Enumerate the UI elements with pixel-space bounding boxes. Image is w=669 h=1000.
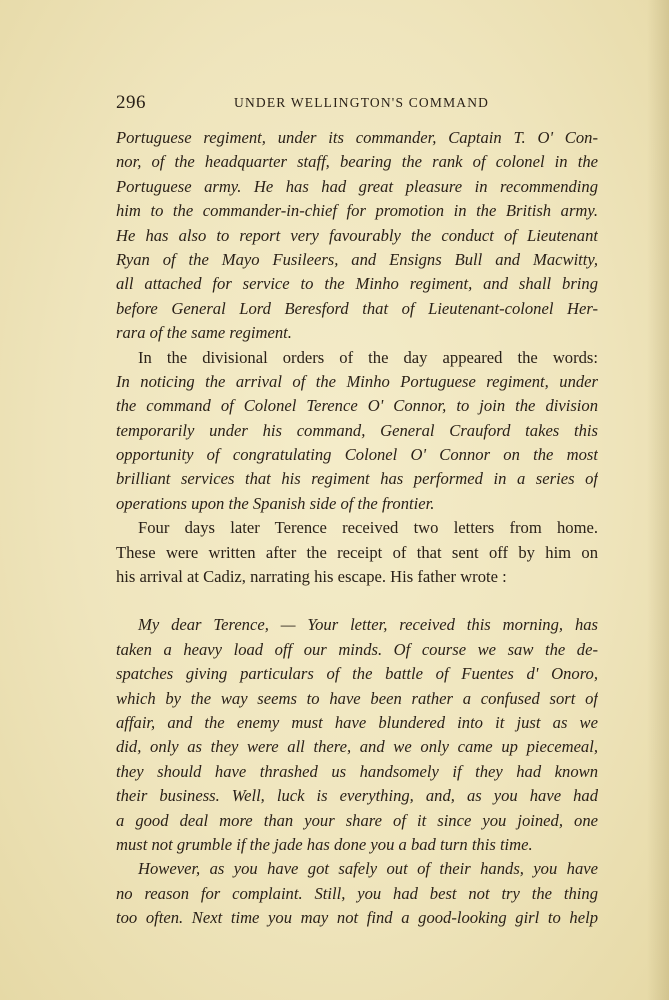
text-line: brilliant services that his regiment has performed in a series of <box>116 469 598 489</box>
text-line: spatches giving particulars of the battle of Fuentes d' Onoro, <box>116 664 598 684</box>
text-line: These were written after the receipt of that sent off by him on <box>116 542 598 562</box>
running-head: UNDER WELLINGTON'S COMMAND <box>234 95 490 110</box>
page-body <box>116 126 598 931</box>
text-line: opportunity of congratulating Colonel O' Connor on the most <box>116 445 598 465</box>
text-line: He has also to report very favourably the conduct of Lieutenant <box>116 225 598 245</box>
text-line: too often. Next time you may not find a good-looking girl to help <box>116 908 598 928</box>
page-edge-shadow <box>647 0 669 1000</box>
text-line: did, only as they were all there, and we only came up piecemeal, <box>116 737 598 757</box>
text-line: operations upon the Spanish side of the frontier. <box>116 493 435 513</box>
text-line: nor, of the headquarter staff, bearing the rank of colonel in the <box>116 152 598 172</box>
text-line: the command of Colonel Terence O' Connor, to join the division <box>116 396 598 416</box>
text-line: rara of the same regiment. <box>116 323 292 343</box>
text-line: which by the way seems to have been rather a confused sort of <box>116 688 598 708</box>
text-line: In the divisional orders of the day appeared the words: <box>138 347 598 367</box>
text-line: In noticing the arrival of the Minho Portuguese regiment, under <box>116 371 598 391</box>
text-line: Four days later Terence received two letters from home. <box>138 518 598 538</box>
text-line: they should have thrashed us handsomely if they had known <box>116 761 598 781</box>
paragraph-gap <box>116 589 598 613</box>
text-line: him to the commander-in-chief for promotion in the British army. <box>116 201 598 221</box>
text-line: his arrival at Cadiz, narrating his escape. His father wrote : <box>116 567 507 587</box>
text-line: taken a heavy load off our minds. Of course we saw the de- <box>116 639 598 659</box>
text-line: However, as you have got safely out of their hands, you have <box>138 859 598 879</box>
text-line: My dear Terence, — Your letter, received this morning, has <box>138 615 598 635</box>
text-line: must not grumble if the jade has done you a bad turn this time. <box>116 834 533 854</box>
text-line: their business. Well, luck is everything, and, as you have had <box>116 786 598 806</box>
text-line: temporarily under his command, General Crauford takes this <box>116 420 598 440</box>
text-line: Ryan of the Mayo Fusileers, and Ensigns Bull and Macwitty, <box>116 249 598 269</box>
text-line: affair, and the enemy must have blundered into it just as we <box>116 712 598 732</box>
text-line: no reason for complaint. Still, you had best not try the thing <box>116 883 598 903</box>
page-number: 296 <box>116 92 146 113</box>
text-line: before General Lord Beresford that of Lieutenant-colonel Her- <box>116 298 598 318</box>
text-line: all attached for service to the Minho regiment, and shall bring <box>116 274 598 294</box>
text-line: Portuguese army. He has had great pleasure in recommending <box>116 176 598 196</box>
text-line: Portuguese regiment, under its commander, Captain T. O' Con- <box>116 128 598 147</box>
page-header <box>116 92 598 116</box>
text-line: a good deal more than your share of it since you joined, one <box>116 810 598 830</box>
